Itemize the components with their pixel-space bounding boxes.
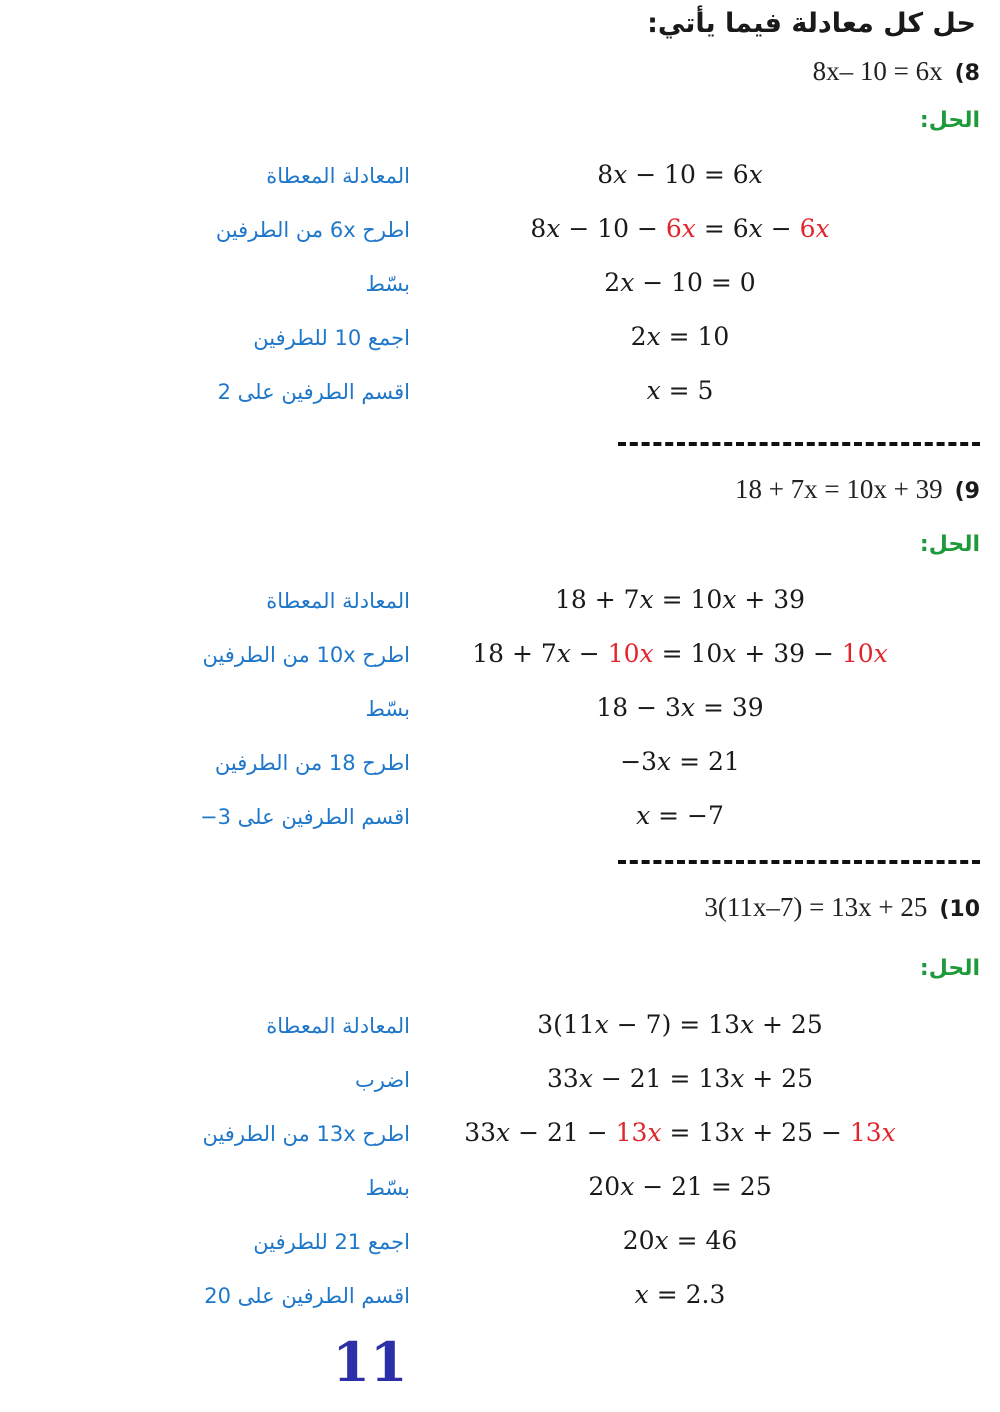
step-equation: 18 − 3x = 39 xyxy=(596,693,764,722)
step-explanation: اجمع 10 للطرفين xyxy=(253,326,410,350)
step-explanation: بسّط xyxy=(365,1176,410,1200)
step-explanation: اقسم الطرفين على 3− xyxy=(200,805,410,829)
step-equation: 8x − 10 − 6x = 6x − 6x xyxy=(530,214,830,243)
problem-equation: 18 + 7x = 10x + 39 xyxy=(734,474,943,504)
step-explanation: اقسم الطرفين على 20 xyxy=(204,1284,410,1308)
page-number: 11 xyxy=(332,1330,408,1394)
step-explanation: اطرح 10x من الطرفين xyxy=(202,643,410,667)
step-equation: 33x − 21 − 13x = 13x + 25 − 13x xyxy=(464,1118,896,1147)
step-equation: 33x − 21 = 13x + 25 xyxy=(547,1064,813,1093)
step-explanation: اطرح 6x من الطرفين xyxy=(215,218,410,242)
section-divider xyxy=(618,442,980,446)
step-equation: 2x − 10 = 0 xyxy=(604,268,756,297)
problem-number: (8 xyxy=(954,61,980,86)
step-equation: 18 + 7x − 10x = 10x + 39 − 10x xyxy=(472,639,888,668)
step-explanation: اقسم الطرفين على 2 xyxy=(217,380,410,404)
step-explanation: المعادلة المعطاة xyxy=(266,1014,410,1038)
solution-label: الحل: xyxy=(919,532,980,557)
problem-number: (9 xyxy=(954,479,980,504)
step-equation: −3x = 21 xyxy=(620,747,740,776)
solution-label: الحل: xyxy=(919,956,980,981)
step-equation: 3(11x − 7) = 13x + 25 xyxy=(537,1010,823,1039)
problem-9-statement xyxy=(735,474,980,505)
problem-8-statement xyxy=(813,56,980,87)
section-divider xyxy=(618,860,980,864)
problem-number: (10 xyxy=(939,897,980,922)
step-explanation: اضرب xyxy=(354,1068,410,1092)
step-equation: 18 + 7x = 10x + 39 xyxy=(554,585,806,614)
step-explanation: المعادلة المعطاة xyxy=(266,164,410,188)
step-equation: 2x = 10 xyxy=(630,322,730,351)
step-explanation: اطرح 13x من الطرفين xyxy=(202,1122,410,1146)
step-equation: 20x = 46 xyxy=(622,1226,738,1255)
step-equation: 8x − 10 = 6x xyxy=(597,160,763,189)
instructions-heading: حل كل معادلة فيما يأتي: xyxy=(647,8,976,39)
step-explanation: اطرح 18 من الطرفين xyxy=(214,751,410,775)
step-equation: 20x − 21 = 25 xyxy=(588,1172,772,1201)
step-explanation: بسّط xyxy=(365,697,410,721)
problem-equation: 3(11x–7) = 13x + 25 xyxy=(704,892,928,922)
problem-equation: 8x– 10 = 6x xyxy=(812,56,943,86)
solution-label: الحل: xyxy=(919,108,980,133)
step-explanation: المعادلة المعطاة xyxy=(266,589,410,613)
problem-10-statement xyxy=(704,892,980,923)
step-explanation: بسّط xyxy=(365,272,410,296)
step-equation: x = −7 xyxy=(636,801,724,830)
step-equation: x = 5 xyxy=(646,376,714,405)
step-explanation: اجمع 21 للطرفين xyxy=(253,1230,410,1254)
step-equation: x = 2.3 xyxy=(634,1280,726,1309)
